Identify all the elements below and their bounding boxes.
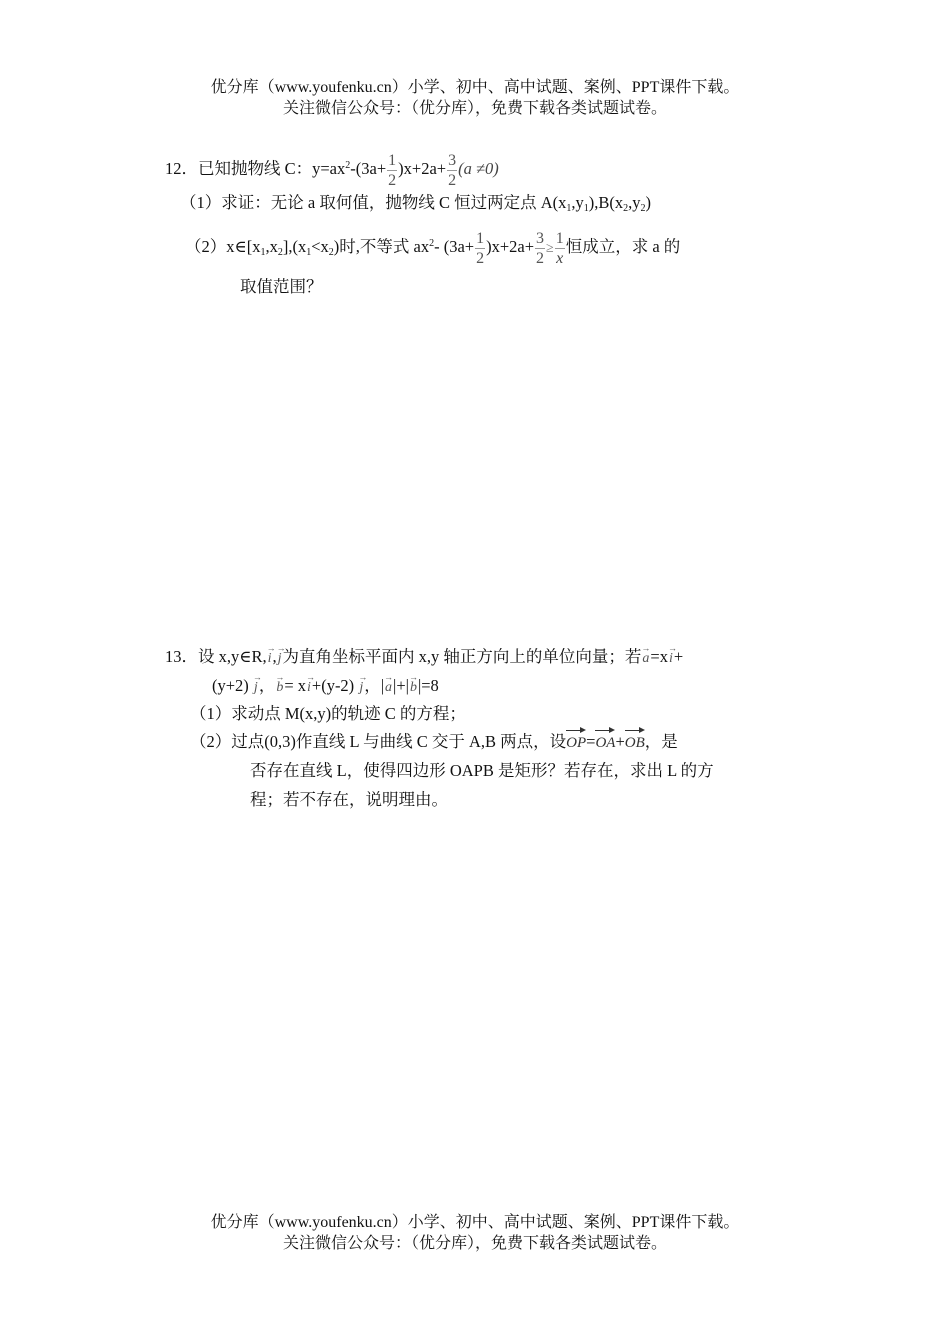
q12-square: 2	[345, 160, 351, 171]
q13-l2-text-f: |+|	[393, 676, 409, 695]
fraction-denominator: 2	[536, 249, 545, 267]
q12-p2-text-e: )时,不等式 ax	[333, 237, 430, 256]
q13-l1-text-b: 为直角坐标平面内 x,y 轴正方向上的单位向量；若	[282, 647, 642, 666]
superscript: 2	[429, 238, 435, 249]
header-line-2: 关注微信公众号：（优分库），免费下载各类试题试卷。	[282, 100, 667, 117]
page-header	[0, 77, 950, 119]
fraction-numerator: 1	[555, 229, 564, 247]
q12-part1	[180, 192, 651, 220]
subscript: 1	[583, 203, 589, 214]
q13-l2-text-b: ，	[258, 676, 276, 695]
fraction-numerator: 1	[476, 229, 485, 247]
q13-stem-line2	[212, 675, 439, 699]
subscript: 2	[277, 247, 283, 258]
comma: ,	[272, 647, 277, 666]
vector-oa: OA	[595, 732, 615, 754]
footer-line-2: 关注微信公众号：（优分库），免费下载各类试题试卷。	[282, 1235, 667, 1252]
vector-j: → j	[358, 677, 364, 699]
vector-b: → b	[275, 677, 284, 699]
vector-j: → j	[253, 677, 259, 699]
q12-p2-text-f: - (3a+	[434, 237, 475, 256]
vector-i: → i	[306, 677, 312, 699]
q13-part1: （1）求动点 M(x,y)的轨迹 C 的方程；	[190, 704, 466, 723]
q12-p2-fraction-half	[475, 229, 485, 268]
q13-l2-text-e: ，|	[364, 676, 385, 695]
fraction-denominator: 2	[388, 171, 397, 189]
q12-p1-text-e: )	[645, 193, 651, 212]
fraction-denominator: 2	[448, 171, 457, 189]
q13-l2-text-c: = x	[284, 676, 306, 695]
vector-a: → a	[641, 648, 650, 670]
subscript: 2	[623, 203, 629, 214]
vector-a: → a	[384, 677, 393, 699]
subscript: 2	[328, 247, 334, 258]
q13-number: 13．	[165, 647, 198, 666]
equals-sign: =	[586, 732, 596, 751]
q13-l2-text-a: (y+2)	[212, 676, 249, 695]
subscript: 2	[640, 203, 646, 214]
vector-j: → j	[277, 648, 283, 670]
vector-i: → i	[267, 648, 273, 670]
q12-stem-mid2: )x+2a+	[398, 159, 447, 178]
q13-p2-text-a: （2）过点(0,3)作直线 L 与曲线 C 交于 A,B 两点，设	[190, 732, 567, 751]
q13-stem	[165, 646, 683, 670]
q13-l2-text-g: |=8	[417, 676, 439, 695]
vector-ob: OB	[625, 732, 645, 754]
fraction-denominator: 2	[476, 249, 485, 267]
q12-p2-text-a: （2）x∈[x	[185, 237, 261, 256]
q12-stem	[165, 146, 499, 190]
q12-p1-text-a: （1）求证：无论 a 取何值，抛物线 C 恒过两定点 A(x	[180, 193, 567, 212]
q12-p2-text-g: )x+2a+	[486, 237, 535, 256]
q12-p1-text-b: ,y	[571, 193, 584, 212]
plus-sign: +	[615, 732, 625, 751]
q13-l2-text-d: +(y-2)	[311, 676, 355, 695]
fraction-numerator: 3	[536, 229, 545, 247]
q12-p2-fraction-three-halves	[535, 229, 545, 268]
q12-p1-text-c: ),B(x	[588, 193, 624, 212]
fraction-numerator: 1	[388, 151, 397, 169]
q12-part2	[185, 224, 680, 273]
q12-p2-fraction-inverse-x	[555, 229, 565, 268]
page-footer	[0, 1212, 950, 1254]
header-line-1: 优分库（www.youfenku.cn）小学、初中、高中试题、案例、PPT课件下载。	[210, 79, 740, 96]
q13-l1-text-a: 设 x,y∈R,	[198, 647, 267, 666]
subscript: 1	[566, 203, 572, 214]
vector-b: → b	[409, 677, 418, 699]
q13-part2	[190, 731, 678, 754]
q12-number: 12．	[165, 159, 198, 178]
q13-part2-line2: 否存在直线 L，使得四边形 OAPB 是矩形？若存在，求出 L 的方	[250, 761, 714, 780]
subscript: 1	[306, 247, 312, 258]
q13-l1-text-d: +	[673, 647, 684, 666]
vector-op: OP	[566, 732, 586, 754]
q13-part2-line3: 程；若不存在，说明理由。	[250, 790, 448, 809]
ge-symbol: ≥	[546, 241, 554, 256]
q13-l1-text-c: =x	[650, 647, 668, 666]
q12-condition: (a ≠0)	[458, 159, 499, 178]
subscript: 1	[260, 247, 266, 258]
q12-p2-text-c: ],(x	[282, 237, 307, 256]
fraction-numerator: 3	[448, 151, 457, 169]
q12-stem-mid1: -(3a+	[350, 159, 387, 178]
footer-line-1: 优分库（www.youfenku.cn）小学、初中、高中试题、案例、PPT课件下载。	[210, 1214, 740, 1231]
q12-fraction-three-halves	[447, 151, 457, 190]
q12-fraction-half	[387, 151, 397, 190]
q12-p2-text-d: <x	[311, 237, 329, 256]
q13-p2-text-b: ，是	[644, 732, 678, 751]
vector-i: → i	[668, 648, 674, 670]
q12-stem-text: 已知抛物线 C：y=ax	[198, 159, 346, 178]
q12-p1-text-d: ,y	[628, 193, 641, 212]
q12-part2-continuation: 取值范围？	[240, 277, 323, 296]
q12-p2-text-b: ,x	[265, 237, 278, 256]
fraction-denominator: x	[556, 249, 564, 267]
q12-p2-text-h: 恒成立，求 a 的	[565, 237, 681, 256]
